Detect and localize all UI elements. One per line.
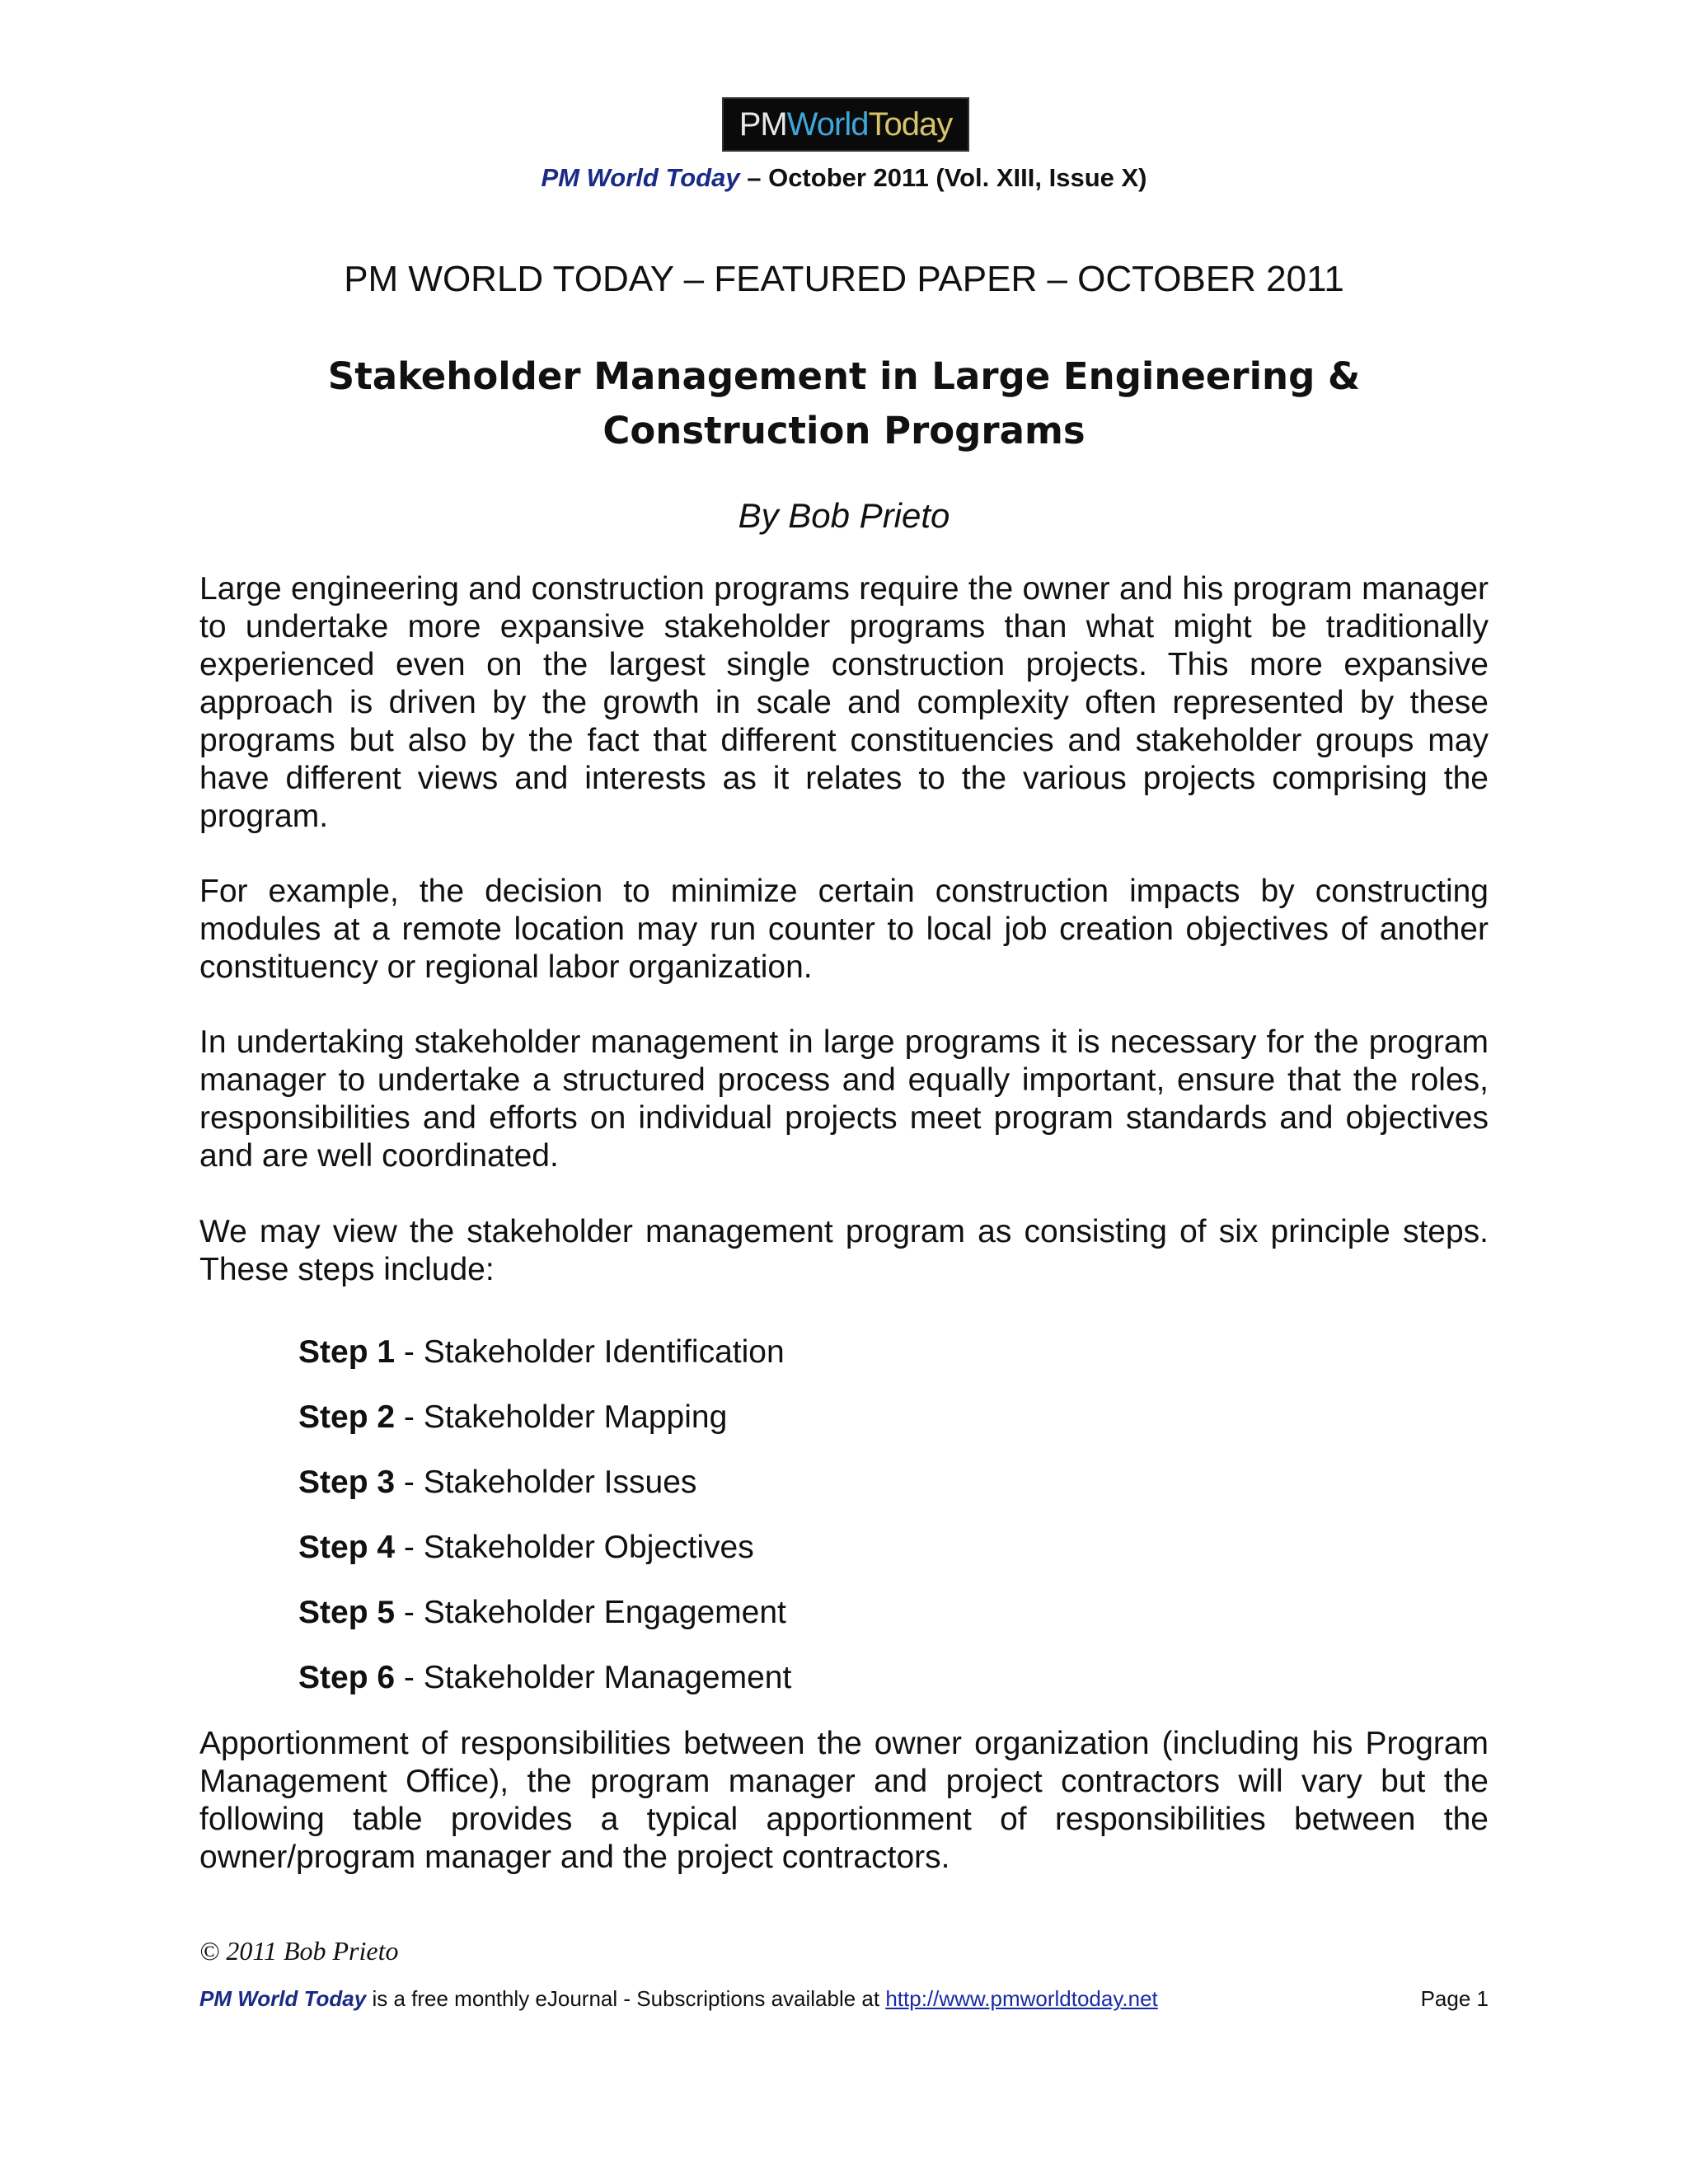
step-item — [298, 1464, 1287, 1529]
step-text: - Stakeholder Identification — [395, 1334, 785, 1370]
byline: By Bob Prieto — [738, 496, 950, 535]
step-item — [298, 1399, 1287, 1464]
issue-details: – October 2011 (Vol. XIII, Issue X) — [739, 163, 1147, 192]
step-item — [298, 1594, 1287, 1659]
step-label: Step 4 — [298, 1530, 396, 1565]
paper-title — [0, 349, 1688, 458]
copyright: © 2011 Bob Prieto — [199, 1936, 399, 1966]
footer-publication: PM World Today — [199, 1986, 367, 2011]
step-label: Step 1 — [298, 1334, 396, 1370]
logo-today: Today — [868, 105, 953, 143]
featured-heading: PM WORLD TODAY – FEATURED PAPER – OCTOBER 2011 — [344, 259, 1344, 299]
issue-publication: PM World Today — [541, 163, 740, 192]
page-footer — [199, 1986, 1489, 2012]
logo-world: World — [786, 105, 869, 143]
step-item — [298, 1333, 1287, 1399]
issue-line — [0, 163, 1688, 193]
paper-title-line-1: Stakeholder Management in Large Engineering & — [327, 354, 1361, 398]
step-label: Step 5 — [298, 1595, 396, 1630]
step-label: Step 3 — [298, 1465, 396, 1500]
step-text: - Stakeholder Mapping — [395, 1399, 728, 1435]
page-number: Page 1 — [1420, 1986, 1489, 2011]
step-item — [298, 1659, 1287, 1724]
paragraph-process: In undertaking stakeholder management in large programs it is necessary for the program manager to undertake a structured process and equally important, ensure that the roles, responsibilities and efforts on individual projects meet program standards and objectives and are well coordinated. — [199, 1024, 1489, 1174]
publication-logo — [722, 97, 969, 152]
step-text: - Stakeholder Objectives — [395, 1530, 754, 1565]
paragraph-intro: Large engineering and construction programs require the owner and his program manager to undertake more expansive stakeholder programs than what might be traditionally experienced even on the largest single construction projects. This more expansive approach is driven by the growth in scale and complexity often represented by these programs but also by the fact that different constituencies and stakeholder groups may have different views and interests as it relates to the various projects comprising the program. — [199, 571, 1489, 834]
step-item — [298, 1529, 1287, 1594]
footer-text: is a free monthly eJournal - Subscriptions available at — [366, 1986, 886, 2011]
step-text: - Stakeholder Management — [395, 1660, 792, 1695]
steps-list — [298, 1333, 1287, 1724]
step-label: Step 2 — [298, 1399, 396, 1435]
paragraph-apportionment: Apportionment of responsibilities between the owner organization (including his Program Management Office), the program manager and project contractors will vary but the following table provides a typical apportionment of responsibilities between the owner/program manager and the project contractors. — [199, 1726, 1489, 1875]
step-label: Step 6 — [298, 1660, 396, 1695]
paragraph-steps-intro: We may view the stakeholder management program as consisting of six principle steps. These steps include: — [199, 1214, 1489, 1287]
paragraph-example: For example, the decision to minimize certain construction impacts by constructing modules at a remote location may run counter to local job creation objectives of another constituency or regional labor organization. — [199, 874, 1489, 985]
step-text: - Stakeholder Engagement — [395, 1595, 786, 1630]
step-text: - Stakeholder Issues — [395, 1465, 697, 1500]
paper-title-line-2: Construction Programs — [603, 409, 1085, 452]
subscription-link[interactable]: http://www.pmworldtoday.net — [885, 1986, 1158, 2011]
logo-pm: PM — [738, 105, 787, 143]
